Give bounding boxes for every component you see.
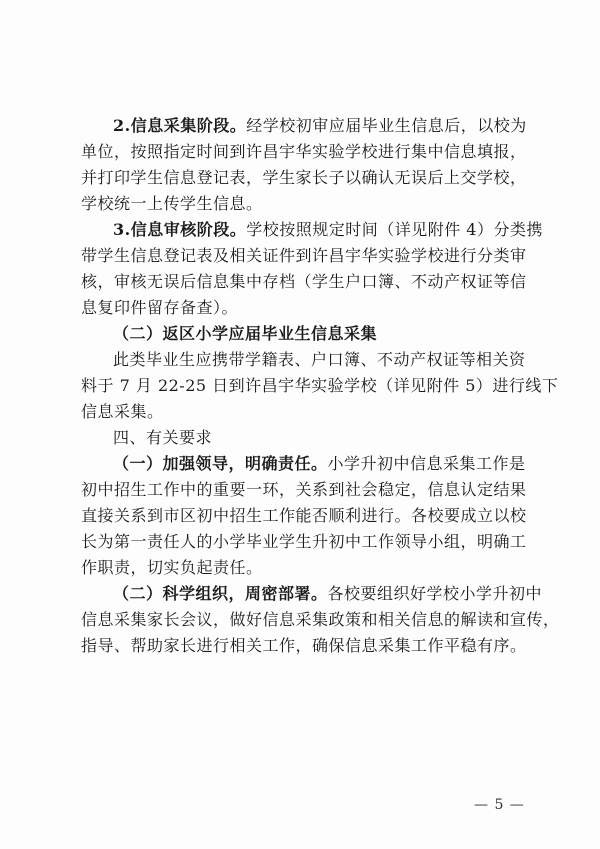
paragraph-7-lead: （二）科学组织，周密部署。 bbox=[113, 584, 328, 603]
paragraph-4-line-1: 此类毕业生应携带学籍表、户口簿、不动产权证等相关资 bbox=[113, 350, 526, 369]
paragraph-7-text: 各校要组织好学校小学升初中 bbox=[327, 584, 543, 603]
section-heading-4: 四、有关要求 bbox=[113, 428, 213, 447]
paragraph-7-line-1 bbox=[81, 581, 543, 607]
paragraph-6-lead: （一）加强领导，明确责任。 bbox=[113, 454, 328, 473]
paragraph-6-line-1 bbox=[81, 451, 526, 477]
paragraph-6-line-4: 长为第一责任人的小学毕业学生升初中工作领导小组，明确工 bbox=[81, 532, 527, 551]
paragraph-6-line-5: 作职责，切实负起责任。 bbox=[81, 558, 263, 577]
paragraph-1-line-4: 学校统一上传学生信息。 bbox=[81, 194, 263, 213]
paragraph-6-line-3: 直接关系到市区初中招生工作能否顺利进行。各校要成立以校 bbox=[81, 506, 527, 525]
paragraph-1-lead: 2.信息采集阶段。 bbox=[113, 116, 247, 135]
paragraph-6-text: 小学升初中信息采集工作是 bbox=[327, 454, 526, 473]
paragraph-2-line-3: 核，审核无误后信息集中存档（学生户口簿、不动产权证等信 bbox=[81, 272, 527, 291]
paragraph-1-line-3: 并打印学生信息登记表，学生家长子以确认无误后上交学校， bbox=[81, 168, 527, 187]
paragraph-2-lead: 3.信息审核阶段。 bbox=[113, 220, 247, 239]
paragraph-1-line-1 bbox=[81, 113, 527, 139]
paragraph-4-line-2: 料于 7 月 22-25 日到许昌宇华实验学校（详见附件 5）进行线下 bbox=[81, 376, 559, 395]
paragraph-4-line-3: 信息采集。 bbox=[81, 402, 164, 421]
page-number: — 5 — bbox=[474, 797, 525, 813]
subsection-heading-2: （二）返区小学应届毕业生信息采集 bbox=[113, 324, 378, 343]
paragraph-1-line-2: 单位，按照指定时间到许昌宇华实验学校进行集中信息填报， bbox=[81, 142, 527, 161]
paragraph-6-line-2: 初中招生工作中的重要一环，关系到社会稳定，信息认定结果 bbox=[81, 480, 527, 499]
paragraph-7-line-3: 指导、帮助家长进行相关工作，确保信息采集工作平稳有序。 bbox=[81, 636, 527, 655]
document-body bbox=[81, 113, 560, 659]
paragraph-1-text: 经学校初审应届毕业生信息后，以校为 bbox=[246, 116, 527, 135]
paragraph-2-line-2: 带学生信息登记表及相关证件到许昌宇华实验学校进行分类审 bbox=[81, 246, 527, 265]
paragraph-2-line-1 bbox=[81, 217, 543, 243]
paragraph-2-line-4: 息复印件留存备查）。 bbox=[81, 298, 239, 317]
paragraph-7-line-2: 信息采集家长会议，做好信息采集政策和相关信息的解读和宣传， bbox=[81, 610, 560, 629]
paragraph-2-text: 学校按照规定时间（详见附件 4）分类携 bbox=[246, 220, 543, 239]
